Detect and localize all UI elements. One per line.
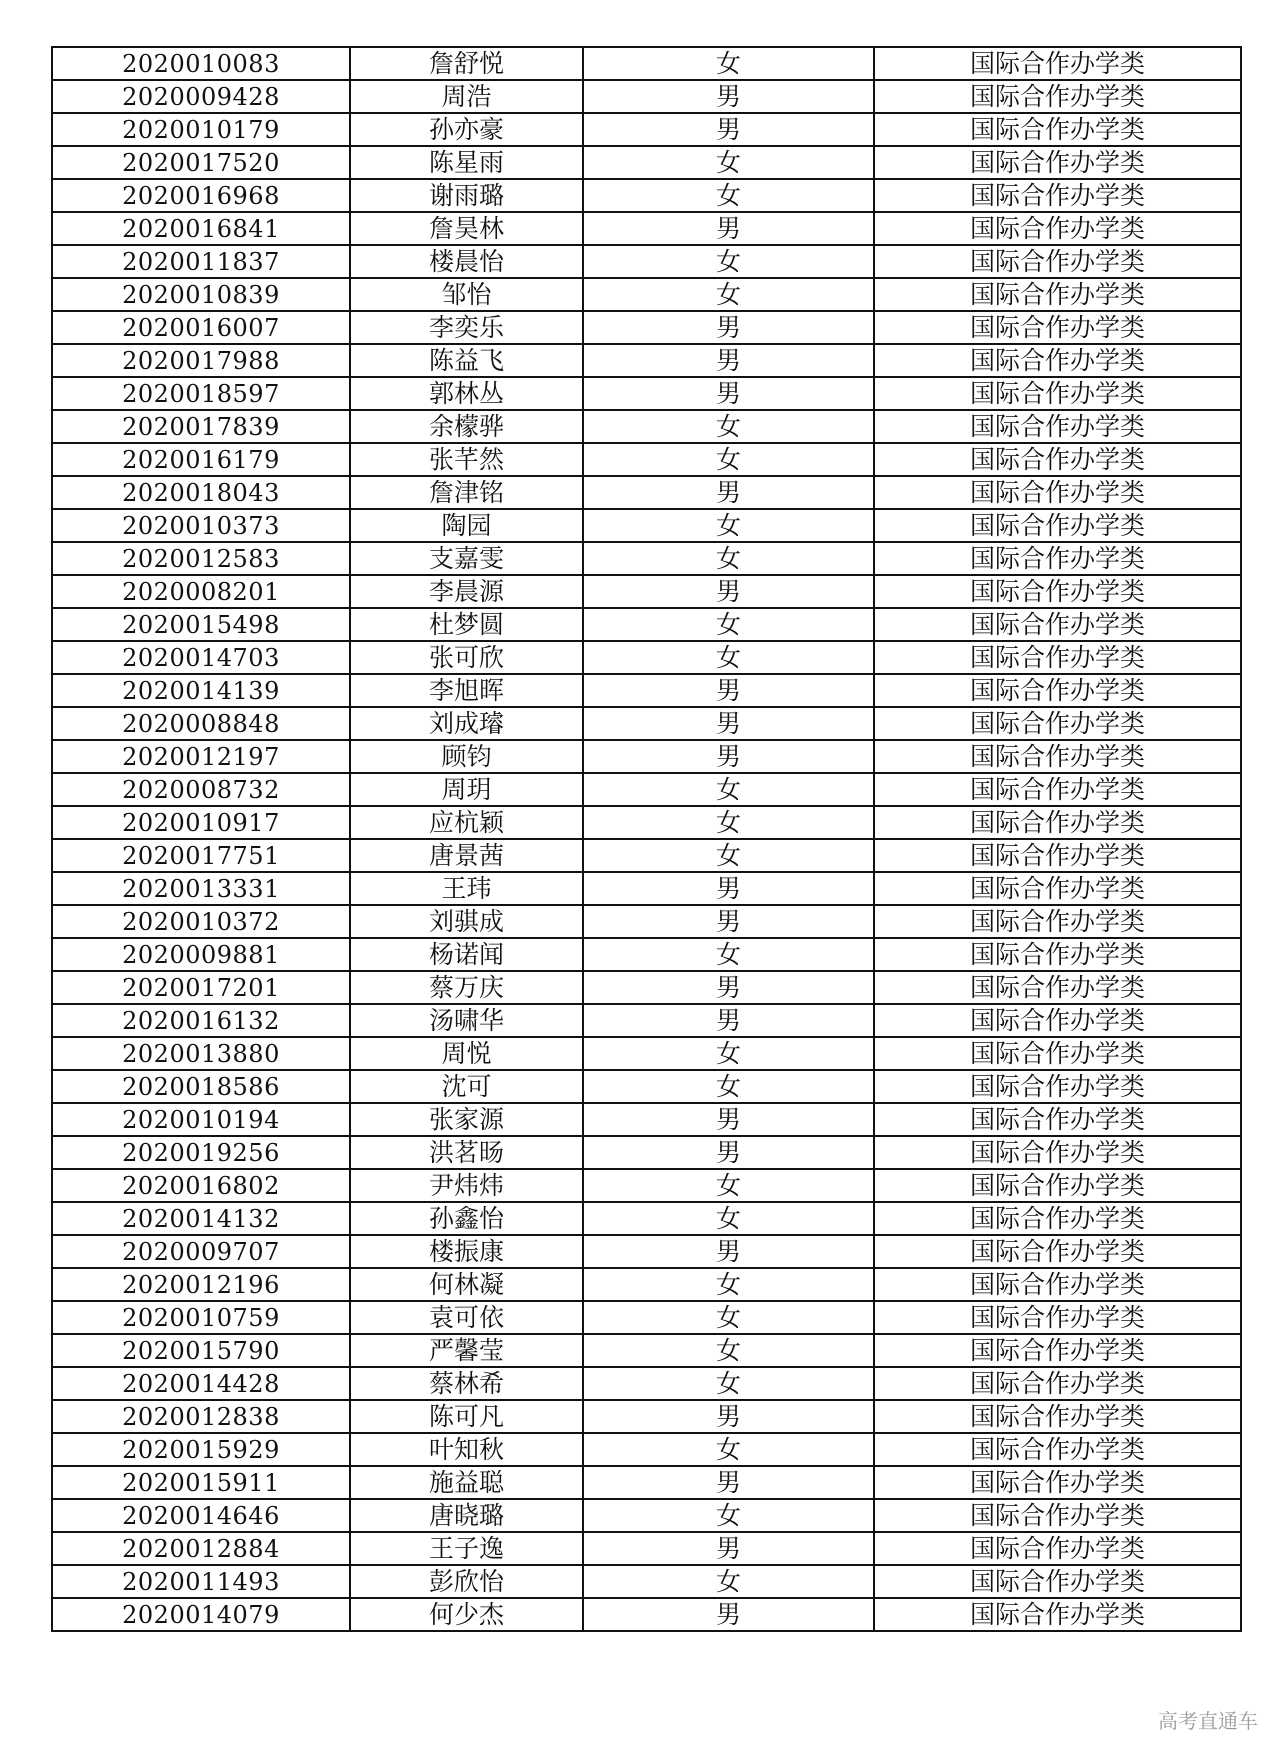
gender-cell: 女 [583, 1169, 874, 1202]
student-id-cell: 2020018586 [52, 1070, 350, 1103]
name-cell: 杨诺闻 [350, 938, 583, 971]
student-id-cell: 2020018597 [52, 377, 350, 410]
name-cell: 余檬骅 [350, 410, 583, 443]
gender-cell: 男 [583, 113, 874, 146]
table-row [52, 839, 1241, 872]
category-cell: 国际合作办学类 [874, 1400, 1241, 1433]
category-cell: 国际合作办学类 [874, 1466, 1241, 1499]
table-row [52, 542, 1241, 575]
category-cell: 国际合作办学类 [874, 47, 1241, 80]
student-id-cell: 2020017839 [52, 410, 350, 443]
gender-cell: 男 [583, 344, 874, 377]
category-cell: 国际合作办学类 [874, 146, 1241, 179]
name-cell: 孙亦豪 [350, 113, 583, 146]
watermark: 高考直通车 [1158, 1709, 1258, 1733]
gender-cell: 男 [583, 80, 874, 113]
student-id-cell: 2020009707 [52, 1235, 350, 1268]
table-row [52, 1367, 1241, 1400]
student-id-cell: 2020008732 [52, 773, 350, 806]
student-id-cell: 2020016968 [52, 179, 350, 212]
table-row [52, 1235, 1241, 1268]
category-cell: 国际合作办学类 [874, 773, 1241, 806]
table-row [52, 575, 1241, 608]
name-cell: 周悦 [350, 1037, 583, 1070]
category-cell: 国际合作办学类 [874, 872, 1241, 905]
name-cell: 周浩 [350, 80, 583, 113]
category-cell: 国际合作办学类 [874, 806, 1241, 839]
student-id-cell: 2020015498 [52, 608, 350, 641]
table-row [52, 476, 1241, 509]
gender-cell: 男 [583, 575, 874, 608]
category-cell: 国际合作办学类 [874, 1433, 1241, 1466]
table-row [52, 1037, 1241, 1070]
name-cell: 邹怡 [350, 278, 583, 311]
table-row [52, 377, 1241, 410]
table-row [52, 1532, 1241, 1565]
table-row [52, 80, 1241, 113]
gender-cell: 女 [583, 542, 874, 575]
table-row [52, 278, 1241, 311]
student-id-cell: 2020009881 [52, 938, 350, 971]
table-row [52, 1466, 1241, 1499]
student-id-cell: 2020019256 [52, 1136, 350, 1169]
gender-cell: 男 [583, 476, 874, 509]
category-cell: 国际合作办学类 [874, 905, 1241, 938]
table-row [52, 311, 1241, 344]
table-row [52, 443, 1241, 476]
gender-cell: 女 [583, 1565, 874, 1598]
name-cell: 张芊然 [350, 443, 583, 476]
student-id-cell: 2020008201 [52, 575, 350, 608]
table-row [52, 1598, 1241, 1631]
student-id-cell: 2020010759 [52, 1301, 350, 1334]
name-cell: 詹津铭 [350, 476, 583, 509]
category-cell: 国际合作办学类 [874, 377, 1241, 410]
category-cell: 国际合作办学类 [874, 1367, 1241, 1400]
category-cell: 国际合作办学类 [874, 1268, 1241, 1301]
name-cell: 刘骐成 [350, 905, 583, 938]
student-id-cell: 2020014132 [52, 1202, 350, 1235]
student-id-cell: 2020014646 [52, 1499, 350, 1532]
category-cell: 国际合作办学类 [874, 509, 1241, 542]
student-id-cell: 2020016179 [52, 443, 350, 476]
name-cell: 支嘉雯 [350, 542, 583, 575]
table-row [52, 740, 1241, 773]
table-row [52, 1400, 1241, 1433]
name-cell: 詹昊林 [350, 212, 583, 245]
gender-cell: 女 [583, 1367, 874, 1400]
table-row [52, 938, 1241, 971]
table-row [52, 1433, 1241, 1466]
gender-cell: 女 [583, 1202, 874, 1235]
category-cell: 国际合作办学类 [874, 839, 1241, 872]
category-cell: 国际合作办学类 [874, 344, 1241, 377]
table-row [52, 1004, 1241, 1037]
name-cell: 陈星雨 [350, 146, 583, 179]
table-row [52, 971, 1241, 1004]
name-cell: 孙鑫怡 [350, 1202, 583, 1235]
gender-cell: 女 [583, 443, 874, 476]
gender-cell: 女 [583, 1433, 874, 1466]
table-row [52, 1268, 1241, 1301]
student-id-cell: 2020014703 [52, 641, 350, 674]
table-row [52, 1202, 1241, 1235]
name-cell: 詹舒悦 [350, 47, 583, 80]
student-id-cell: 2020010179 [52, 113, 350, 146]
student-id-cell: 2020012197 [52, 740, 350, 773]
name-cell: 杜梦圆 [350, 608, 583, 641]
category-cell: 国际合作办学类 [874, 179, 1241, 212]
table-row [52, 245, 1241, 278]
name-cell: 沈可 [350, 1070, 583, 1103]
gender-cell: 女 [583, 938, 874, 971]
gender-cell: 女 [583, 1037, 874, 1070]
table-row [52, 1301, 1241, 1334]
table-row [52, 1565, 1241, 1598]
name-cell: 唐晓璐 [350, 1499, 583, 1532]
gender-cell: 女 [583, 509, 874, 542]
name-cell: 李奕乐 [350, 311, 583, 344]
gender-cell: 男 [583, 1004, 874, 1037]
gender-cell: 男 [583, 971, 874, 1004]
category-cell: 国际合作办学类 [874, 641, 1241, 674]
student-id-cell: 2020014428 [52, 1367, 350, 1400]
name-cell: 王玮 [350, 872, 583, 905]
name-cell: 应杭颖 [350, 806, 583, 839]
name-cell: 何少杰 [350, 1598, 583, 1631]
gender-cell: 男 [583, 1235, 874, 1268]
student-id-cell: 2020010372 [52, 905, 350, 938]
table-row [52, 608, 1241, 641]
name-cell: 何林凝 [350, 1268, 583, 1301]
name-cell: 张可欣 [350, 641, 583, 674]
student-id-cell: 2020011837 [52, 245, 350, 278]
name-cell: 顾钧 [350, 740, 583, 773]
student-id-cell: 2020017751 [52, 839, 350, 872]
student-id-cell: 2020012884 [52, 1532, 350, 1565]
name-cell: 李晨源 [350, 575, 583, 608]
student-id-cell: 2020016802 [52, 1169, 350, 1202]
category-cell: 国际合作办学类 [874, 1565, 1241, 1598]
name-cell: 袁可依 [350, 1301, 583, 1334]
category-cell: 国际合作办学类 [874, 1499, 1241, 1532]
student-id-cell: 2020010194 [52, 1103, 350, 1136]
category-cell: 国际合作办学类 [874, 476, 1241, 509]
student-id-cell: 2020010083 [52, 47, 350, 80]
category-cell: 国际合作办学类 [874, 443, 1241, 476]
student-id-cell: 2020015790 [52, 1334, 350, 1367]
gender-cell: 男 [583, 1136, 874, 1169]
table-row [52, 1103, 1241, 1136]
category-cell: 国际合作办学类 [874, 740, 1241, 773]
table-row [52, 1169, 1241, 1202]
category-cell: 国际合作办学类 [874, 542, 1241, 575]
table-row [52, 641, 1241, 674]
gender-cell: 女 [583, 1070, 874, 1103]
category-cell: 国际合作办学类 [874, 1037, 1241, 1070]
category-cell: 国际合作办学类 [874, 1235, 1241, 1268]
table-row [52, 707, 1241, 740]
table-row [52, 47, 1241, 80]
student-id-cell: 2020009428 [52, 80, 350, 113]
name-cell: 楼振康 [350, 1235, 583, 1268]
name-cell: 刘成璿 [350, 707, 583, 740]
category-cell: 国际合作办学类 [874, 1169, 1241, 1202]
gender-cell: 男 [583, 1400, 874, 1433]
student-id-cell: 2020013880 [52, 1037, 350, 1070]
table-row [52, 773, 1241, 806]
category-cell: 国际合作办学类 [874, 971, 1241, 1004]
student-id-cell: 2020011493 [52, 1565, 350, 1598]
category-cell: 国际合作办学类 [874, 707, 1241, 740]
gender-cell: 女 [583, 146, 874, 179]
category-cell: 国际合作办学类 [874, 1136, 1241, 1169]
gender-cell: 男 [583, 674, 874, 707]
name-cell: 楼晨怡 [350, 245, 583, 278]
category-cell: 国际合作办学类 [874, 410, 1241, 443]
gender-cell: 女 [583, 839, 874, 872]
name-cell: 王子逸 [350, 1532, 583, 1565]
gender-cell: 女 [583, 1499, 874, 1532]
gender-cell: 女 [583, 773, 874, 806]
gender-cell: 女 [583, 47, 874, 80]
table-row [52, 113, 1241, 146]
name-cell: 周玥 [350, 773, 583, 806]
table-row [52, 905, 1241, 938]
name-cell: 陈益飞 [350, 344, 583, 377]
student-id-cell: 2020010839 [52, 278, 350, 311]
name-cell: 蔡林希 [350, 1367, 583, 1400]
category-cell: 国际合作办学类 [874, 212, 1241, 245]
gender-cell: 男 [583, 1466, 874, 1499]
name-cell: 郭林丛 [350, 377, 583, 410]
student-id-cell: 2020012583 [52, 542, 350, 575]
gender-cell: 男 [583, 740, 874, 773]
student-id-cell: 2020010373 [52, 509, 350, 542]
category-cell: 国际合作办学类 [874, 1070, 1241, 1103]
category-cell: 国际合作办学类 [874, 311, 1241, 344]
category-cell: 国际合作办学类 [874, 1598, 1241, 1631]
table-row [52, 1334, 1241, 1367]
student-id-cell: 2020008848 [52, 707, 350, 740]
student-id-cell: 2020014139 [52, 674, 350, 707]
table-row [52, 674, 1241, 707]
category-cell: 国际合作办学类 [874, 1103, 1241, 1136]
student-id-cell: 2020017201 [52, 971, 350, 1004]
student-id-cell: 2020012196 [52, 1268, 350, 1301]
gender-cell: 男 [583, 872, 874, 905]
gender-cell: 男 [583, 212, 874, 245]
category-cell: 国际合作办学类 [874, 1004, 1241, 1037]
student-id-cell: 2020016132 [52, 1004, 350, 1037]
student-id-cell: 2020010917 [52, 806, 350, 839]
gender-cell: 男 [583, 707, 874, 740]
student-id-cell: 2020013331 [52, 872, 350, 905]
name-cell: 尹炜炜 [350, 1169, 583, 1202]
category-cell: 国际合作办学类 [874, 113, 1241, 146]
table-row [52, 344, 1241, 377]
roster-table [51, 46, 1242, 1632]
roster-table-body [52, 47, 1241, 1631]
category-cell: 国际合作办学类 [874, 1202, 1241, 1235]
table-row [52, 509, 1241, 542]
gender-cell: 男 [583, 1598, 874, 1631]
name-cell: 唐景茜 [350, 839, 583, 872]
category-cell: 国际合作办学类 [874, 1532, 1241, 1565]
category-cell: 国际合作办学类 [874, 1301, 1241, 1334]
gender-cell: 女 [583, 1334, 874, 1367]
gender-cell: 男 [583, 311, 874, 344]
student-id-cell: 2020017520 [52, 146, 350, 179]
gender-cell: 女 [583, 641, 874, 674]
table-row [52, 872, 1241, 905]
name-cell: 谢雨璐 [350, 179, 583, 212]
name-cell: 严馨莹 [350, 1334, 583, 1367]
name-cell: 汤啸华 [350, 1004, 583, 1037]
name-cell: 叶知秋 [350, 1433, 583, 1466]
student-id-cell: 2020012838 [52, 1400, 350, 1433]
table-row [52, 410, 1241, 443]
gender-cell: 女 [583, 278, 874, 311]
name-cell: 彭欣怡 [350, 1565, 583, 1598]
roster-sheet [51, 46, 1240, 1632]
gender-cell: 女 [583, 1268, 874, 1301]
table-row [52, 1499, 1241, 1532]
table-row [52, 806, 1241, 839]
category-cell: 国际合作办学类 [874, 674, 1241, 707]
gender-cell: 男 [583, 1532, 874, 1565]
category-cell: 国际合作办学类 [874, 575, 1241, 608]
name-cell: 施益聪 [350, 1466, 583, 1499]
category-cell: 国际合作办学类 [874, 278, 1241, 311]
gender-cell: 女 [583, 179, 874, 212]
gender-cell: 男 [583, 377, 874, 410]
student-id-cell: 2020017988 [52, 344, 350, 377]
name-cell: 张家源 [350, 1103, 583, 1136]
gender-cell: 女 [583, 245, 874, 278]
student-id-cell: 2020016007 [52, 311, 350, 344]
category-cell: 国际合作办学类 [874, 245, 1241, 278]
category-cell: 国际合作办学类 [874, 608, 1241, 641]
name-cell: 洪茗旸 [350, 1136, 583, 1169]
table-row [52, 179, 1241, 212]
student-id-cell: 2020015911 [52, 1466, 350, 1499]
table-row [52, 1070, 1241, 1103]
student-id-cell: 2020016841 [52, 212, 350, 245]
gender-cell: 女 [583, 608, 874, 641]
gender-cell: 女 [583, 806, 874, 839]
student-id-cell: 2020015929 [52, 1433, 350, 1466]
table-row [52, 1136, 1241, 1169]
category-cell: 国际合作办学类 [874, 938, 1241, 971]
category-cell: 国际合作办学类 [874, 80, 1241, 113]
gender-cell: 男 [583, 905, 874, 938]
name-cell: 李旭晖 [350, 674, 583, 707]
name-cell: 陈可凡 [350, 1400, 583, 1433]
student-id-cell: 2020014079 [52, 1598, 350, 1631]
gender-cell: 女 [583, 410, 874, 443]
gender-cell: 女 [583, 1301, 874, 1334]
student-id-cell: 2020018043 [52, 476, 350, 509]
gender-cell: 男 [583, 1103, 874, 1136]
table-row [52, 146, 1241, 179]
name-cell: 蔡万庆 [350, 971, 583, 1004]
category-cell: 国际合作办学类 [874, 1334, 1241, 1367]
name-cell: 陶园 [350, 509, 583, 542]
table-row [52, 212, 1241, 245]
